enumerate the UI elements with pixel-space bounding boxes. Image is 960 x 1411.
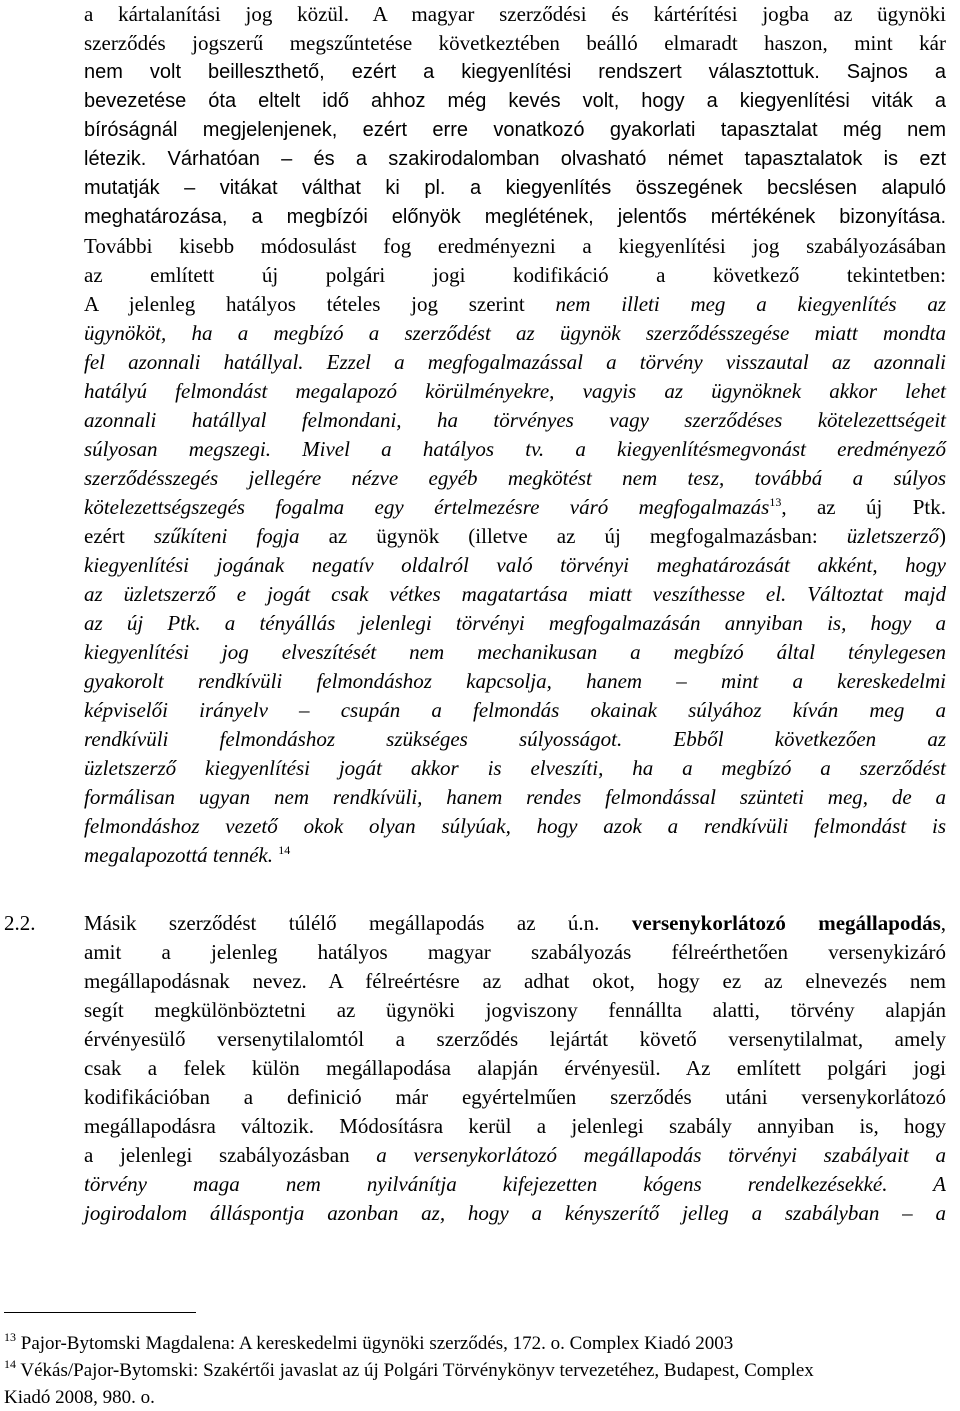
section-line — [84, 1054, 946, 1083]
text-line — [84, 754, 946, 783]
text-line — [84, 377, 946, 406]
text-line — [84, 348, 946, 377]
text-line — [84, 232, 946, 261]
footnote-separator — [4, 1312, 196, 1313]
text-run: , — [940, 911, 946, 935]
text-run: szerződés jogszerű megszűntetése következtében beálló elmaradt haszon, mint kár — [84, 31, 946, 55]
footnote-reference: 13 — [4, 1330, 16, 1344]
text-line — [84, 203, 946, 232]
text-line — [84, 87, 946, 116]
text-run: szűkíteni fogja — [153, 524, 300, 548]
text-run: nem volt beilleszthető, ezért a kiegyenlítési rendszert választottuk. Sajnos a — [84, 61, 946, 83]
text-run: létezik. Várhatóan – és a szakirodalomban olvasható német tapasztalatok is ezt — [84, 148, 946, 170]
text-line — [84, 725, 946, 754]
text-run: segít megkülönböztetni az ügynöki jogviszony fennállta alatti, törvény alapján — [84, 998, 946, 1022]
text-run: megalapozottá tennék. — [84, 843, 273, 867]
text-run: bíróságnál megjelenjenek, ezért erre vonatkozó gyakorlati tapasztalat még nem — [84, 119, 946, 141]
text-run: jogirodalom álláspontja azonban az, hogy a kényszerítő jelleg a szabályban – a — [84, 1201, 946, 1225]
text-line — [84, 667, 946, 696]
text-run: az említett új polgári jogi kodifikáció a következő tekintetben: — [84, 263, 946, 287]
text-line — [84, 580, 946, 609]
text-run: kiegyenlítési jog elveszítését nem mechanikusan a megbízó által ténylegesen — [84, 640, 946, 664]
text-run: fel azonnali hatállyal. Ezzel a megfogalmazással a törvény visszautal az azonnali — [84, 350, 946, 374]
text-line — [84, 638, 946, 667]
section-line — [84, 1141, 946, 1170]
text-run: a jelenlegi szabályozásban — [84, 1143, 377, 1167]
text-run: képviselői irányelv – csupán a felmondás okainak súlyához kíván meg a — [84, 698, 946, 722]
section-line — [84, 1025, 946, 1054]
text-line — [84, 696, 946, 725]
text-run: hatályú felmondást megalapozó körülményekre, vagyis az ügynöknek akkor lehet — [84, 379, 946, 403]
section-line — [84, 1199, 946, 1228]
text-run: versenykorlátozó megállapodás — [631, 911, 941, 935]
text-run: kiegyenlítési jogának negatív oldalról való törvényi meghatározását akként, hogy — [84, 553, 946, 577]
text-run: az új Ptk. a tényállás jelenlegi törvényi megfogalmazásán annyiban is, hogy a — [84, 611, 946, 635]
text-run: az ügynök (illetve az új megfogalmazásban: — [299, 524, 847, 548]
text-run: érvényesülő versenytilalomtól a szerződés lejártát követő versenytilalmat, amely — [84, 1027, 946, 1051]
text-line — [84, 609, 946, 638]
text-line — [84, 58, 946, 87]
section-line — [84, 1112, 946, 1141]
body-text — [84, 0, 946, 870]
text-run: mutatják – vitákat válthat ki pl. a kiegyenlítés összegének becslésen alapuló — [84, 177, 946, 199]
text-line — [84, 493, 946, 522]
text-run: törvény maga nem nyilvánítja kifejezetten kógens rendelkezésekké. A — [84, 1172, 946, 1196]
section-text — [84, 909, 946, 1228]
text-run: Pajor-Bytomski Magdalena: A kereskedelmi ügynöki szerződés, 172. o. Complex Kiadó 2003 — [16, 1333, 734, 1354]
footnote-line — [4, 1384, 954, 1411]
text-line — [84, 29, 946, 58]
text-run: csak a felek külön megállapodása alapján érvényesül. Az említett polgári jogi — [84, 1056, 946, 1080]
text-line — [84, 0, 946, 29]
text-line — [84, 551, 946, 580]
text-run: gyakorolt rendkívüli felmondáshoz kapcsolja, hanem – mint a kereskedelmi — [84, 669, 946, 693]
section-line — [84, 1083, 946, 1112]
section-line — [84, 938, 946, 967]
text-run: Vékás/Pajor-Bytomski: Szakértői javaslat az új Polgári Törvénykönyv tervezetéhez, Budapest, Complex — [16, 1360, 814, 1381]
text-run: , az új Ptk. — [781, 495, 946, 519]
text-run: a kártalanítási jog közül. A magyar szerződési és kártérítési jogba az ügynöki — [84, 2, 946, 26]
section-line — [84, 1170, 946, 1199]
text-run: ezért — [84, 524, 154, 548]
text-run: megállapodásnak nevez. A félreértésre az adhat okot, hogy ez az elnevezés nem — [84, 969, 946, 993]
section-line — [84, 967, 946, 996]
text-run: az üzletszerző e jogát csak vétkes magatartása miatt veszíthesse el. Változtat majd — [84, 582, 946, 606]
text-line — [84, 145, 946, 174]
text-run: amit a jelenleg hatályos magyar szabályozás félreérthetően versenykizáró — [84, 940, 946, 964]
text-line — [84, 261, 946, 290]
text-run: súlyosan megszegi. Mivel a hatályos tv. a kiegyenlítésmegvonást eredményező — [84, 437, 946, 461]
section-line — [84, 909, 946, 938]
text-line — [84, 406, 946, 435]
text-run: Kiadó 2008, 980. o. — [4, 1387, 155, 1408]
text-run: A jelenleg hatályos tételes jog szerint — [84, 292, 556, 316]
footnote-reference: 13 — [769, 495, 782, 509]
text-run: rendkívüli felmondáshoz szükséges súlyosságot. Ebből következően az — [84, 727, 946, 751]
footnote-reference: 14 — [4, 1357, 16, 1371]
text-run: üzletszerző kiegyenlítési jogát akkor is elveszíti, ha a megbízó a szerződést — [84, 756, 946, 780]
section-number: 2.2. — [4, 911, 36, 935]
text-run: azonnali hatállyal felmondani, ha törvényes vagy szerződéses kötelezettségeit — [84, 408, 946, 432]
text-line — [84, 522, 946, 551]
text-run: felmondáshoz vezető okok olyan súlyúak, hogy azok a rendkívüli felmondást is — [84, 814, 946, 838]
text-line — [84, 290, 946, 319]
text-run: megállapodásra változik. Módosításra kerül a jelenlegi szabály annyiban is, hogy — [84, 1114, 946, 1138]
text-run: formálisan ugyan nem rendkívüli, hanem rendes felmondással szünteti meg, de a — [84, 785, 946, 809]
text-run: kodifikációban a definició már egyértelműen szerződés utáni versenykorlátozó — [84, 1085, 946, 1109]
text-run: meghatározása, a megbízói előnyök meglétének, jelentős mértékének bizonyítása. — [84, 206, 946, 228]
text-run: ) — [938, 524, 946, 548]
section-line — [84, 996, 946, 1025]
text-run: További kisebb módosulást fog eredményezni a kiegyenlítési jog szabályozásában — [84, 234, 946, 258]
footnote-reference: 14 — [278, 843, 291, 857]
text-line — [84, 783, 946, 812]
text-line — [84, 116, 946, 145]
text-line — [84, 464, 946, 493]
text-run: Másik szerződést túlélő megállapodás az ú.n. — [84, 911, 632, 935]
text-run: ügynököt, ha a megbízó a szerződést az ügynök szerződésszegése miatt mondta — [84, 321, 946, 345]
footnote-line — [4, 1357, 954, 1384]
text-run: szerződésszegés jellegére nézve egyéb megkötést nem tesz, továbbá a súlyos — [84, 466, 946, 490]
text-run: kötelezettségszegés fogalma egy értelmezésre váró megfogalmazás — [84, 495, 770, 519]
text-run: nem illeti meg a kiegyenlítés az — [555, 292, 946, 316]
footnote-line — [4, 1330, 954, 1357]
text-line — [84, 174, 946, 203]
text-run: bevezetése óta eltelt idő ahhoz még kevés volt, hogy a kiegyenlítési viták a — [84, 90, 946, 112]
text-line — [84, 812, 946, 841]
text-run: üzletszerző — [846, 524, 939, 548]
text-line — [84, 435, 946, 464]
text-line — [84, 319, 946, 348]
text-run: a versenykorlátozó megállapodás törvényi szabályait a — [376, 1143, 946, 1167]
text-line — [84, 841, 946, 870]
footnotes — [4, 1330, 954, 1411]
